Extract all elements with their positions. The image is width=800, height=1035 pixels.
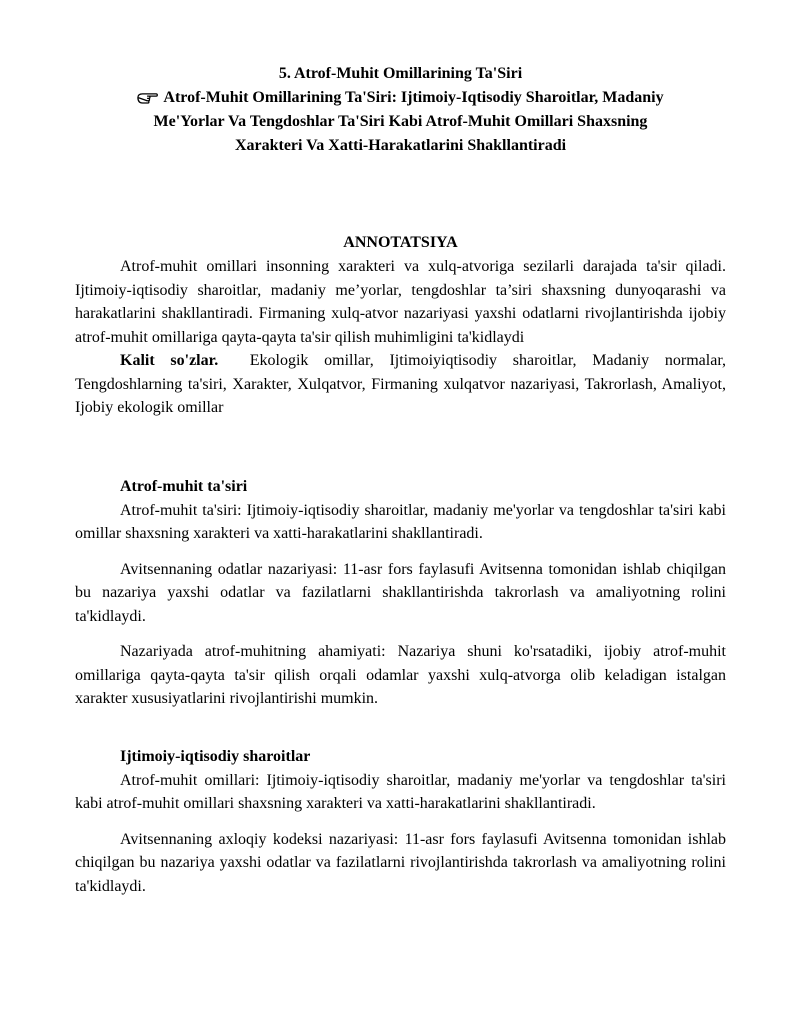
section1-paragraph-2: Avitsennaning odatlar nazariyasi: 11-asr fors faylasufi Avitsenna tomonidan ishlab chiqilgan bu nazariya yaxshi odatlar va fazilatlarni shakllantirishda takrorlash va amaliyotning rolini ta'kidlaydi.: [75, 560, 726, 625]
section1-paragraph-1: Atrof-muhit ta'siri: Ijtimoiy-iqtisodiy sharoitlar, madaniy me'yorlar va tengdoshlar ta'siri kabi omillar shaxsning xarakteri va xatti-harakatlarini shakllantiradi.: [75, 501, 726, 542]
pointing-hand-icon: [137, 90, 159, 105]
document-page: [75, 62, 726, 898]
title-line-4: Xarakteri Va Xatti-Harakatlarini Shakllantiradi: [234, 137, 567, 154]
keywords-paragraph: [75, 349, 726, 420]
document-title: [75, 62, 726, 158]
section2-paragraph-1: Atrof-muhit omillari: Ijtimoiy-iqtisodiy sharoitlar, madaniy me'yorlar va tengdoshlar ta'siri kabi atrof-muhit omillari shaxsning xarakteri va xatti-harakatlarini shakllantiradi.: [75, 771, 726, 812]
section-heading-environment: Atrof-muhit ta'siri: [120, 477, 248, 495]
section2-paragraph-2: Avitsennaning axloqiy kodeksi nazariyasi: 11-asr fors faylasufi Avitsenna tomonidan ishlab chiqilgan bu nazariya yaxshi odatlar va fazilatlarni rivojlantirishda takrorlash va amaliyotning rolini ta'kidlaydi.: [75, 830, 726, 895]
keywords-label: Kalit so'zlar.: [120, 352, 219, 369]
title-line-2: Atrof-Muhit Omillarining Ta'Siri: Ijtimoiy-Iqtisodiy Sharoitlar, Madaniy: [163, 89, 664, 106]
title-line-3: Me'Yorlar Va Tengdoshlar Ta'Siri Kabi Atrof-Muhit Omillari Shaxsning: [153, 113, 648, 130]
section1-paragraph-3: Nazariyada atrof-muhitning ahamiyati: Nazariya shuni ko'rsatadiki, ijobiy atrof-muhit omillariga qayta-qayta ta'sir qilish orqali odamlar yaxshi xulq-atvorga olib keladigan istalgan xarakter xususiyatlarini rivojlantirishi mumkin.: [75, 643, 726, 707]
section-heading-socioeconomic: Ijtimoiy-iqtisodiy sharoitlar: [120, 747, 311, 765]
annotation-heading: ANNOTATSIYA: [343, 234, 458, 251]
annotation-text: Atrof-muhit omillari insonning xarakteri va xulq-atvoriga sezilarli darajada ta'sir qiladi. Ijtimoiy-iqtisodiy sharoitlar, madaniy me’yorlar, tengdoshlar ta’siri shaxsning dunyoqarashi va harakatlarini shakllantiradi. Firmaning xulq-atvor nazariyasi yaxshi odatlarni rivojlantirishda ijobiy atrof-muhit omillariga qayta-qayta ta'sir qilish muhimligini ta'kidlaydi: [75, 258, 726, 346]
title-line-1: 5. Atrof-Muhit Omillarining Ta'Siri: [278, 65, 523, 82]
keywords-text: Ekologik omillar, Ijtimoiyiqtisodiy sharoitlar, Madaniy normalar, Tengdoshlarning ta'siri, Xarakter, Xulqatvor, Firmaning xulqatvor nazariyasi, Takrorlash, Amaliyot, Ijobiy ekologik omillar: [75, 352, 727, 416]
